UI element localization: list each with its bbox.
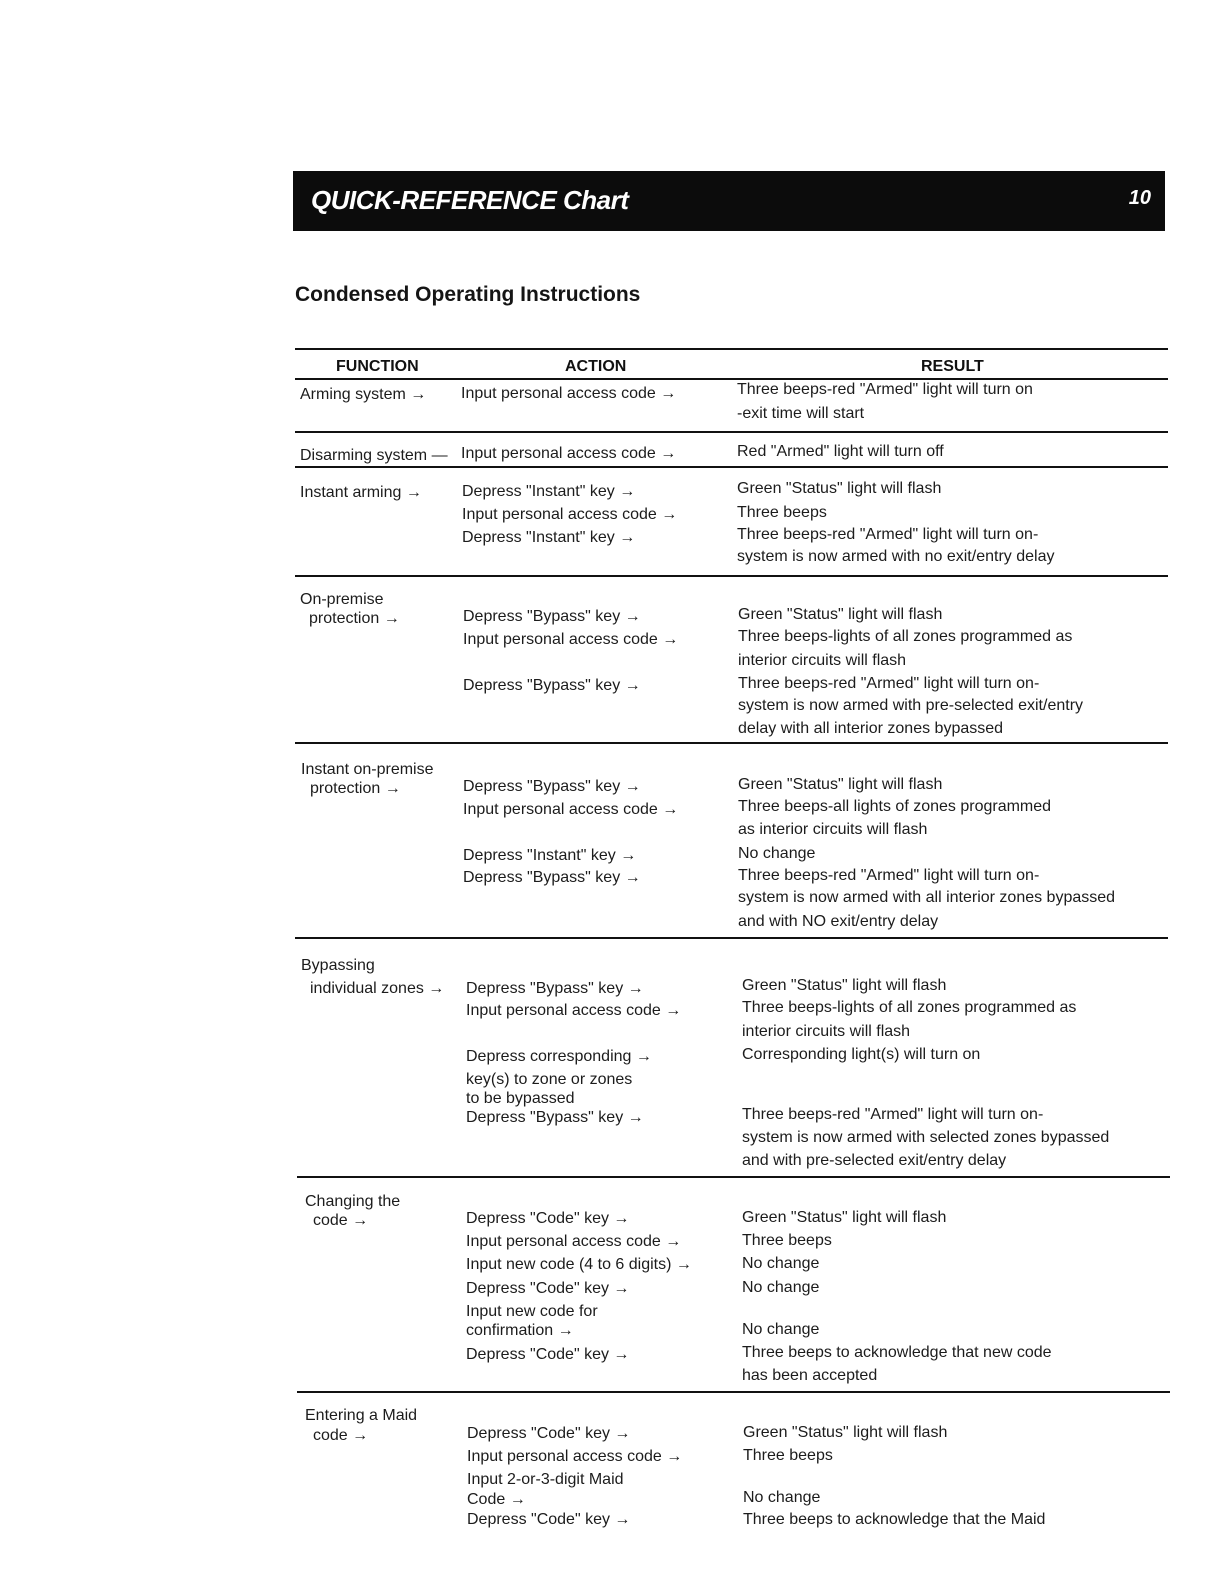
action-cell: Depress "Bypass" key → [463,608,641,625]
function-cell: Changing the [305,1193,401,1210]
action-cell: Depress "Code" key → [467,1511,631,1528]
function-cell: Instant on-premise [301,761,434,778]
action-cell: Depress "Code" key → [466,1210,630,1227]
result-cell: No change [738,845,816,862]
result-cell: Green "Status" light will flash [743,1424,948,1441]
page-number: 10 [1128,187,1151,209]
result-cell: Three beeps [737,504,827,521]
action-cell: to be bypassed [466,1090,575,1107]
result-cell: and with pre-selected exit/entry delay [742,1152,1007,1169]
banner-title: QUICK-REFERENCE Chart [311,185,629,215]
action-cell: Input personal access code → [462,506,678,523]
result-cell: system is now armed with pre-selected exit/entry [738,697,1084,714]
action-cell: Depress "Code" key → [466,1346,630,1363]
result-cell: system is now armed with no exit/entry delay [737,548,1055,565]
result-cell: Three beeps [742,1232,832,1249]
result-cell: Three beeps [743,1447,833,1464]
result-cell: has been accepted [742,1367,878,1384]
action-cell: Input personal access code → [463,631,679,648]
function-cell: Instant arming → [300,484,422,501]
action-cell: Input personal access code → [461,445,677,462]
action-cell: Depress "Instant" key → [463,847,637,864]
result-cell: as interior circuits will flash [738,821,928,838]
result-cell: No change [742,1321,820,1338]
action-cell: Depress "Code" key → [467,1425,631,1442]
result-cell: Three beeps-lights of all zones programmed as [742,999,1077,1016]
action-cell: Input personal access code → [467,1448,683,1465]
result-cell: Three beeps-lights of all zones programmed as [738,628,1073,645]
function-cell: On-premise [300,591,384,608]
result-cell: Green "Status" light will flash [738,606,943,623]
result-cell: No change [742,1279,820,1296]
action-cell: Input new code for [466,1303,598,1320]
row-divider [295,466,1168,468]
header-action: ACTION [565,358,627,375]
result-cell: Green "Status" light will flash [742,1209,947,1226]
action-cell: key(s) to zone or zones [466,1071,633,1088]
action-cell: Input personal access code → [463,801,679,818]
result-cell: Three beeps-all lights of zones programmed [738,798,1052,815]
result-cell: interior circuits will flash [738,652,907,669]
result-cell: system is now armed with all interior zones bypassed [738,889,1116,906]
action-cell: Input new code (4 to 6 digits) → [466,1256,692,1273]
row-divider [297,1391,1170,1393]
function-cell: protection → [309,610,400,627]
result-cell: Corresponding light(s) will turn on [742,1046,981,1063]
function-cell: Disarming system — [300,447,448,464]
row-divider [295,742,1168,744]
action-cell: Depress "Bypass" key → [463,778,641,795]
result-cell: Green "Status" light will flash [737,480,942,497]
chapter-banner [293,171,1165,231]
action-cell: Depress corresponding → [466,1048,652,1065]
header-function: FUNCTION [336,358,419,375]
action-cell: Depress "Bypass" key → [463,677,641,694]
action-cell: Code → [467,1491,526,1508]
header-result: RESULT [921,358,984,375]
function-cell: protection → [310,780,401,797]
result-cell: delay with all interior zones bypassed [738,720,1004,737]
action-cell: Depress "Bypass" key → [463,869,641,886]
action-cell: Depress "Bypass" key → [466,980,644,997]
function-cell: Arming system → [300,386,427,403]
action-cell: Depress "Bypass" key → [466,1109,644,1126]
result-cell: Three beeps-red "Armed" light will turn on- [742,1106,1044,1123]
result-cell: Red "Armed" light will turn off [737,443,944,460]
table-top-rule [295,348,1168,350]
result-cell: No change [743,1489,821,1506]
row-divider [295,937,1168,939]
result-cell: No change [742,1255,820,1272]
function-cell: Bypassing [301,957,375,974]
action-cell: Input personal access code → [466,1233,682,1250]
row-divider [297,1176,1170,1178]
row-divider [295,431,1168,433]
function-cell: Entering a Maid [305,1407,418,1424]
table-header-rule [295,378,1168,380]
result-cell: Three beeps-red "Armed" light will turn on- [738,867,1040,884]
function-cell: code → [313,1212,369,1229]
result-cell: -exit time will start [737,405,865,422]
function-cell: individual zones → [310,980,445,997]
result-cell: Three beeps to acknowledge that new code [742,1344,1052,1361]
function-cell: code → [313,1427,369,1444]
result-cell: and with NO exit/entry delay [738,913,939,930]
row-divider [295,575,1168,577]
result-cell: Three beeps to acknowledge that the Maid [743,1511,1046,1528]
action-cell: Depress "Code" key → [466,1280,630,1297]
result-cell: interior circuits will flash [742,1023,911,1040]
result-cell: Three beeps-red "Armed" light will turn on- [737,526,1039,543]
action-cell: Depress "Instant" key → [462,483,636,500]
result-cell: system is now armed with selected zones bypassed [742,1129,1110,1146]
action-cell: Input 2-or-3-digit Maid [467,1471,624,1488]
section-heading: Condensed Operating Instructions [295,283,641,306]
action-cell: Input personal access code → [461,385,677,402]
result-cell: Three beeps-red "Armed" light will turn on- [738,675,1040,692]
result-cell: Green "Status" light will flash [742,977,947,994]
action-cell: confirmation → [466,1322,574,1339]
action-cell: Input personal access code → [466,1002,682,1019]
action-cell: Depress "Instant" key → [462,529,636,546]
result-cell: Three beeps-red "Armed" light will turn on [737,381,1033,398]
result-cell: Green "Status" light will flash [738,776,943,793]
